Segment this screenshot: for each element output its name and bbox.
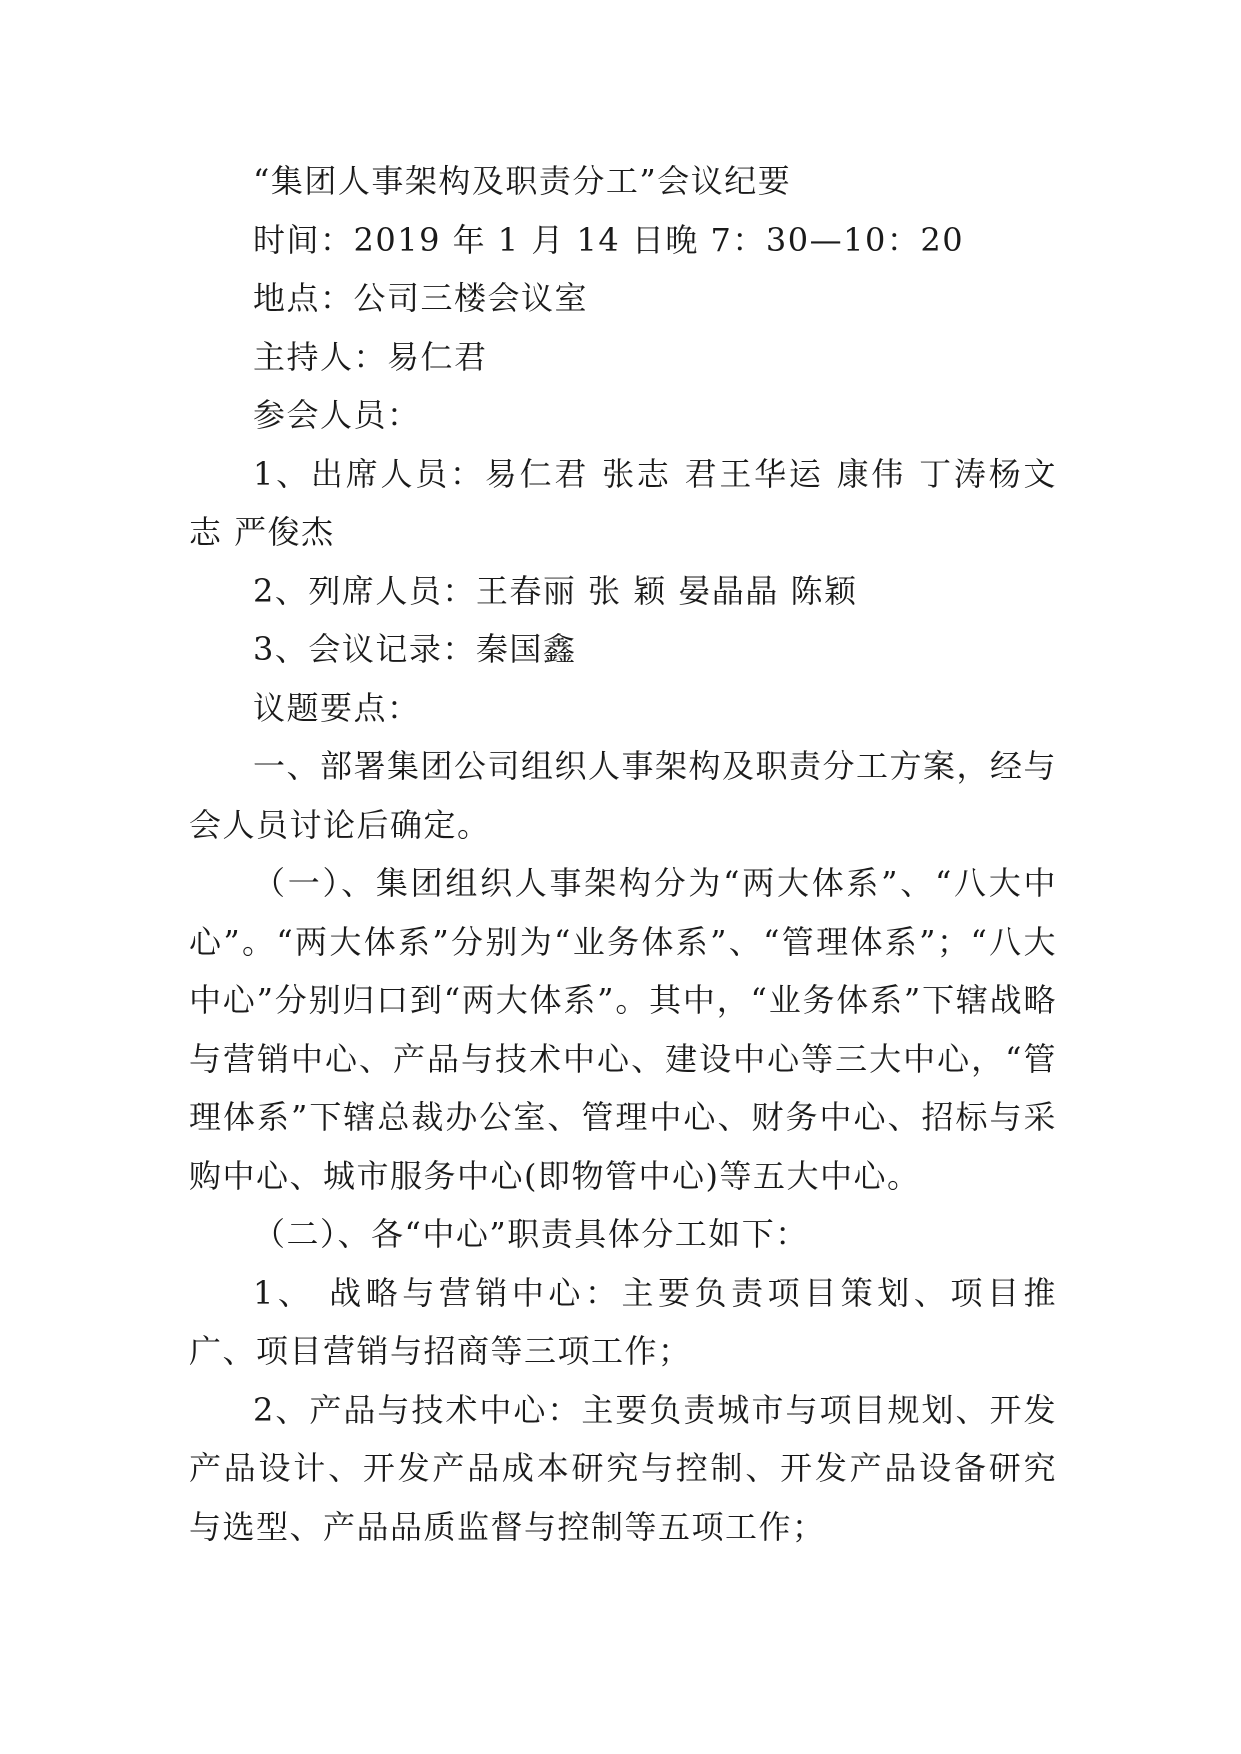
attendees-heading: 参会人员：: [253, 396, 421, 434]
agenda-subitem-structure: （一）、集团组织人事架构分为“两大体系”、“八大中心”。“两大体系”分别为“业务体系”、“管理体系”；“八大中心”分别归口到“两大体系”。其中，“业务体系”下辖战略与营销中心、产品与技术中心、建设中心等三大中心，“管理体系”下辖总裁办公室、管理中心、财务中心、招标与采购中心、城市服务中心(即物管中心)等五大中心。: [189, 864, 1057, 1195]
agenda-subitem-duties: （二）、各“中心”职责具体分工如下：: [253, 1215, 809, 1253]
attendees-present: 1、出席人员：易仁君 张志 君王华运 康伟 丁涛杨文志 严俊杰: [189, 454, 1057, 551]
meeting-host: 主持人：易仁君: [253, 337, 488, 376]
meeting-place: 地点：公司三楼会议室: [253, 279, 589, 317]
duty-product-technology: 2、产品与技术中心：主要负责城市与项目规划、开发产品设计、开发产品成本研究与控制、开发产品设备研究与选型、产品品质监督与控制等五项工作；: [189, 1390, 1057, 1546]
document-body: [189, 152, 1057, 1556]
agenda-item-1: 一、部署集团公司组织人事架构及职责分工方案，经与会人员讨论后确定。: [189, 747, 1058, 844]
duty-strategy-marketing: 1、 战略与营销中心：主要负责项目策划、项目推广、项目营销与招商等三项工作；: [189, 1273, 1057, 1370]
meeting-time: 时间：2019 年 1 月 14 日晚 7：30—10：20: [253, 220, 965, 259]
attendees-observers: 2、列席人员：王春丽 张 颖 晏晶晶 陈颖: [253, 571, 858, 610]
document-title: “集团人事架构及职责分工”会议纪要: [253, 162, 792, 200]
agenda-heading: 议题要点：: [253, 688, 421, 727]
attendees-recorder: 3、会议记录：秦国鑫: [253, 630, 577, 668]
